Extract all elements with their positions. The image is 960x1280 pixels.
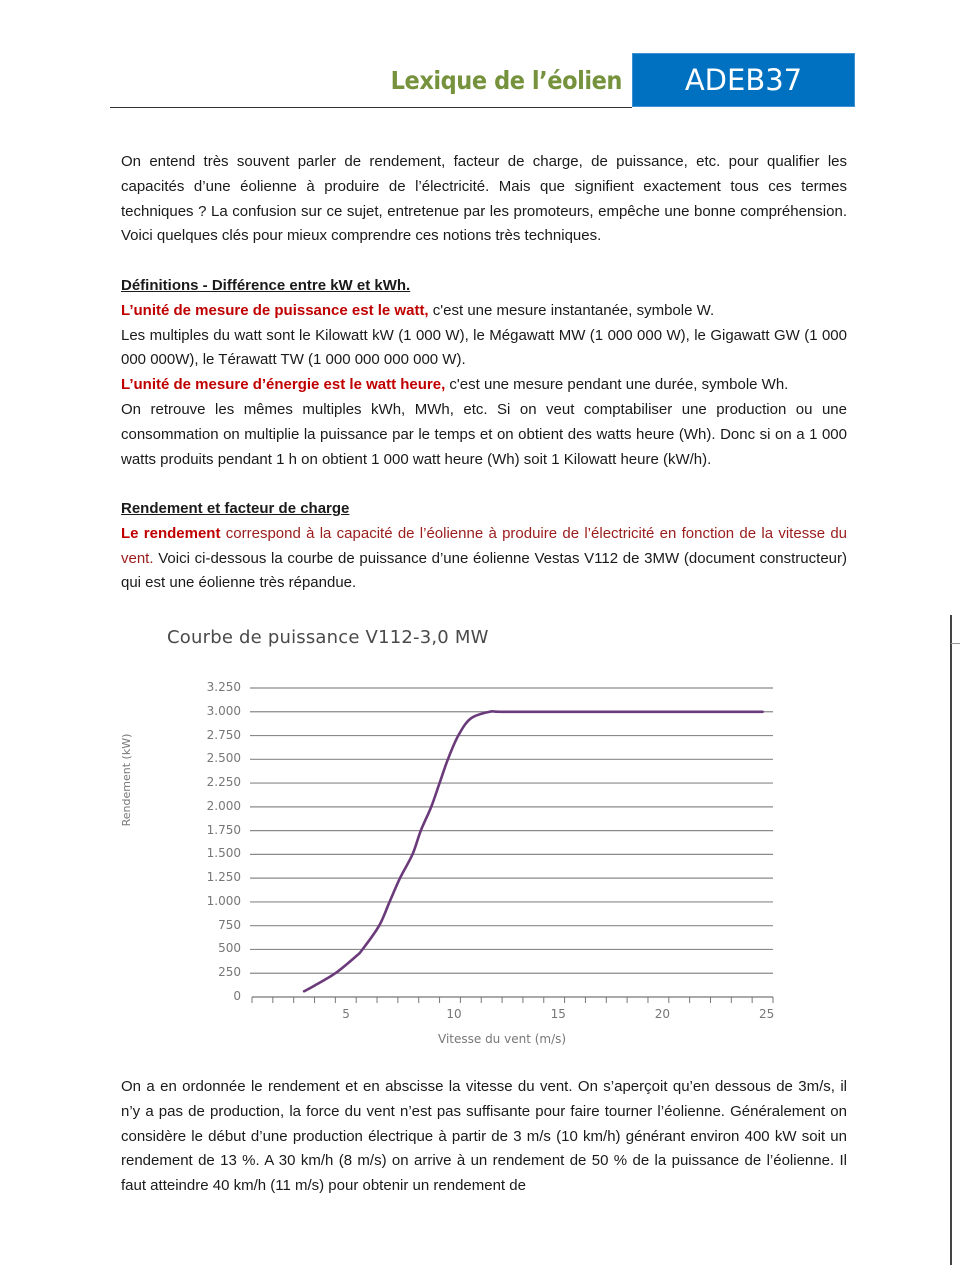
section-heading-definitions: Définitions - Différence entre kW et kWh. <box>121 277 411 294</box>
energy-unit-text: c'est une mesure pendant une durée, symbole Wh. <box>445 376 789 394</box>
x-tick-label: 20 <box>654 1007 671 1021</box>
y-tick-label: 250 <box>218 965 241 980</box>
organization-badge: ADEB37 <box>632 53 855 107</box>
page-edge-tick <box>951 643 960 644</box>
intro-text: On entend très souvent parler de rendement, facteur de charge, de puissance, etc. pour qualifier les capacités d’une éolienne à produire de l’électricité. Mais que signifient exactement tous ces termes techniques ? La confusion sur ce sujet, entretenue par les promoteurs, empêche une bonne compréhension. Voici quelques clés pour mieux comprendre ces notions très techniques. <box>121 153 847 245</box>
y-tick-label: 2.000 <box>206 798 241 813</box>
conclusion-paragraph <box>121 1075 847 1199</box>
y-tick-label: 1.250 <box>206 870 241 885</box>
y-tick-label: 2.250 <box>206 775 241 790</box>
watt-multiples-paragraph: Les multiples du watt sont le Kilowatt kW (1 000 W), le Mégawatt MW (1 000 000 W), le Gigawatt GW (1 000 000 000W), le Térawatt TW (1 000 000 000 000 W). <box>121 326 847 369</box>
energy-unit-emphasis: L’unité de mesure d’énergie est le watt heure, <box>121 376 446 394</box>
x-axis-title: Vitesse du vent (m/s) <box>438 1032 567 1046</box>
y-tick-label: 1.750 <box>206 822 241 837</box>
document-title: Lexique de l’éolien <box>390 66 622 95</box>
y-tick-label: 2.750 <box>206 727 241 742</box>
y-tick-label: 0 <box>233 989 241 1003</box>
x-tick-label: 15 <box>550 1007 566 1021</box>
section-heading-rendement: Rendement et facteur de charge <box>121 500 350 517</box>
y-axis-title: Rendement (kW) <box>120 733 133 827</box>
y-tick-label: 1.500 <box>206 846 241 861</box>
y-tick-label: 3.000 <box>206 703 241 718</box>
power-unit-emphasis: L’unité de mesure de puissance est le watt, <box>121 301 429 319</box>
rendement-emphasis: Le rendement <box>121 524 221 542</box>
rendement-text: Voici ci-dessous la courbe de puissance d’une éolienne Vestas V112 de 3MW (document constructeur) qui est une éolienne très répandue. <box>121 549 847 592</box>
x-tick-label: 5 <box>342 1007 350 1021</box>
energy-multiples-paragraph: On retrouve les mêmes multiples kWh, MWh, etc. Si on veut comptabiliser une production ou une consommation on multiplie la puissance par le temps et on obtient des watts heure (Wh). Donc si on a 1 000 watts produits pendant 1 h on obtient 1 000 watt heure (Wh) soit 1 Kilowatt heure (kW/h). <box>121 400 847 468</box>
x-tick-label: 10 <box>446 1007 462 1021</box>
chart-title: Courbe de puissance V112-3,0 MW <box>167 627 489 648</box>
y-tick-label: 500 <box>218 941 241 956</box>
power-unit-text: c'est une mesure instantanée, symbole W. <box>428 301 715 319</box>
rendement-definition: correspond à la capacité de l’éolienne à produire de l’électricité en fonction de la vitesse du vent. <box>121 524 848 567</box>
y-tick-label: 2.500 <box>206 751 241 766</box>
x-tick-label: 25 <box>759 1007 775 1021</box>
y-tick-label: 3.250 <box>206 680 241 694</box>
conclusion-text: On a en ordonnée le rendement et en abscisse la vitesse du vent. On s’aperçoit qu’en dessous de 3m/s, il n’y a pas de production, la force du vent n’est pas suffisante pour faire tourner l’éolienne. Généralement on considère le début d’une production électrique à partir de 3 m/s (10 km/h) générant environ 400 kW soit un rendement de 13 %. A 30 km/h (8 m/s) on arrive à un rendement de 50 % de la puissance de l’éolienne. Il faut atteindre 40 km/h (11 m/s) pour obtenir un rendement de <box>121 1078 847 1195</box>
y-tick-label: 1.000 <box>206 893 241 908</box>
y-tick-label: 750 <box>218 917 241 932</box>
page-edge-line <box>950 615 952 1265</box>
